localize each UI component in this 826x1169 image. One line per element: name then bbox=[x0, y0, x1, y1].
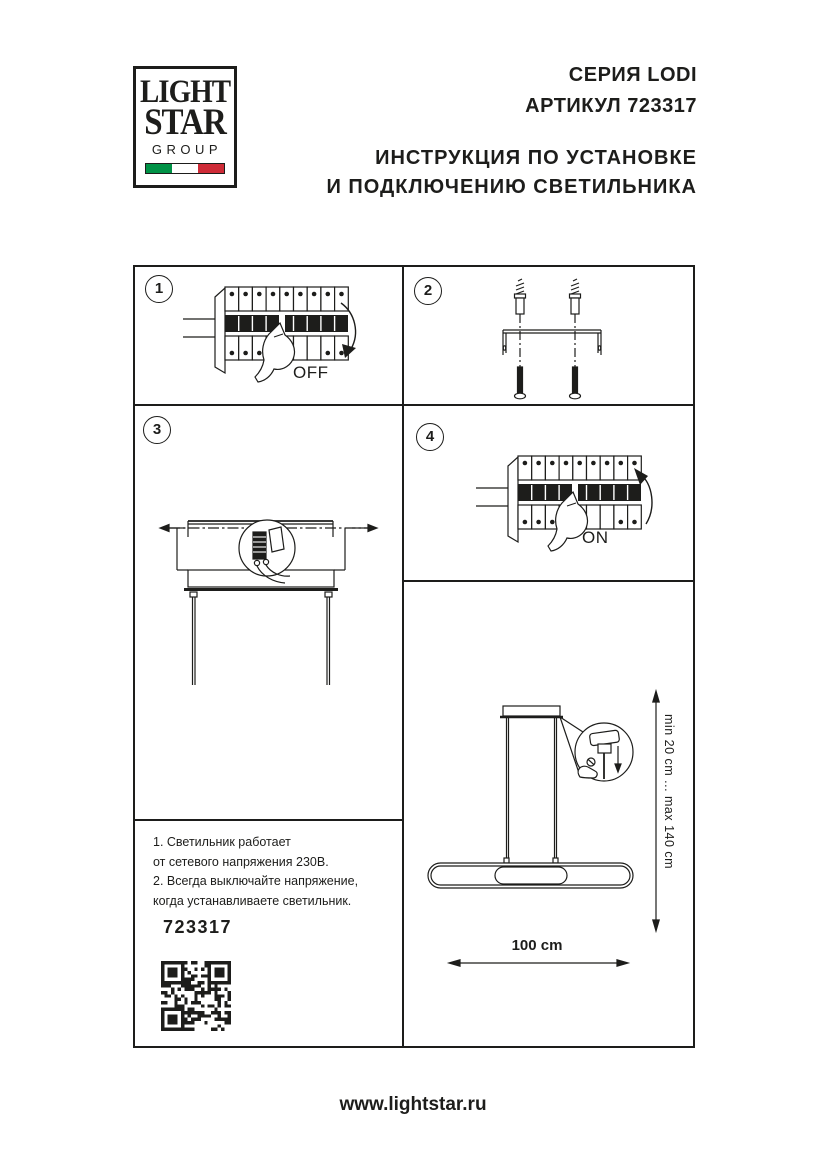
pendant-lamp-illustration bbox=[404, 582, 693, 1046]
notes-panel bbox=[135, 821, 402, 1046]
flag-red bbox=[198, 164, 224, 173]
instruction-title-line1: ИНСТРУКЦИЯ ПО УСТАНОВКЕ bbox=[375, 147, 697, 169]
step1-off-label: OFF bbox=[293, 363, 329, 382]
wall-anchor-icon bbox=[515, 279, 526, 314]
vertical-dimension-arrow bbox=[653, 691, 659, 931]
article-title: АРТИКУЛ 723317 bbox=[525, 95, 697, 117]
circuit-breaker-off-illustration bbox=[181, 275, 386, 397]
note-line: 1. Светильник работает bbox=[153, 835, 291, 849]
step3-number: 3 bbox=[143, 416, 171, 444]
width-label: 100 cm bbox=[511, 937, 563, 954]
step4-number: 4 bbox=[416, 423, 444, 451]
screw-icon bbox=[515, 367, 526, 399]
flag-white bbox=[172, 164, 198, 173]
instruction-title bbox=[326, 144, 697, 202]
ceiling-mount-illustration bbox=[135, 406, 402, 819]
safety-notes bbox=[153, 833, 358, 911]
side-screw-icon bbox=[352, 525, 377, 532]
flag-green bbox=[146, 164, 172, 173]
instruction-grid bbox=[133, 265, 695, 1048]
step1-panel bbox=[135, 267, 402, 404]
step4-on-label: ON bbox=[582, 528, 609, 547]
lamp-dimensions-panel bbox=[404, 582, 693, 1046]
step1-number: 1 bbox=[145, 275, 173, 303]
circuit-breaker-on-illustration bbox=[474, 444, 679, 566]
header-text bbox=[326, 62, 697, 202]
wall-anchor-icon bbox=[570, 279, 581, 314]
logo-word-group: GROUP bbox=[151, 142, 223, 157]
step4-panel bbox=[404, 406, 693, 580]
logo-word-star: STAR bbox=[144, 102, 226, 144]
screw-icon bbox=[570, 367, 581, 399]
step2-number: 2 bbox=[414, 277, 442, 305]
note-line: 2. Всегда выключайте напряжение, bbox=[153, 874, 359, 888]
article-number: 723317 bbox=[163, 917, 233, 937]
series-title: СЕРИЯ LODI bbox=[568, 64, 697, 86]
website-url: www.lightstar.ru bbox=[339, 1094, 487, 1115]
cable-adjuster-magnifier bbox=[575, 723, 633, 781]
height-range-label: min 20 cm ... max 140 cm bbox=[662, 714, 676, 870]
instruction-title-line2: И ПОДКЛЮЧЕНИЮ СВЕТИЛЬНИКА bbox=[326, 176, 697, 198]
side-screw-icon bbox=[160, 525, 185, 532]
logo-word-light: LIGHT bbox=[139, 74, 231, 110]
mounting-bracket-icon bbox=[503, 330, 601, 355]
italian-flag-icon bbox=[145, 163, 225, 174]
mounting-hardware-illustration bbox=[404, 267, 693, 404]
step2-panel bbox=[404, 267, 693, 404]
qr-code bbox=[161, 961, 231, 1031]
note-line: когда устанавливаете светильник. bbox=[153, 893, 352, 908]
note-line: от сетевого напряжения 230В. bbox=[153, 854, 329, 869]
lightstar-logo bbox=[133, 66, 237, 188]
step3-panel bbox=[135, 406, 402, 819]
horizontal-dimension-arrow bbox=[449, 960, 628, 966]
